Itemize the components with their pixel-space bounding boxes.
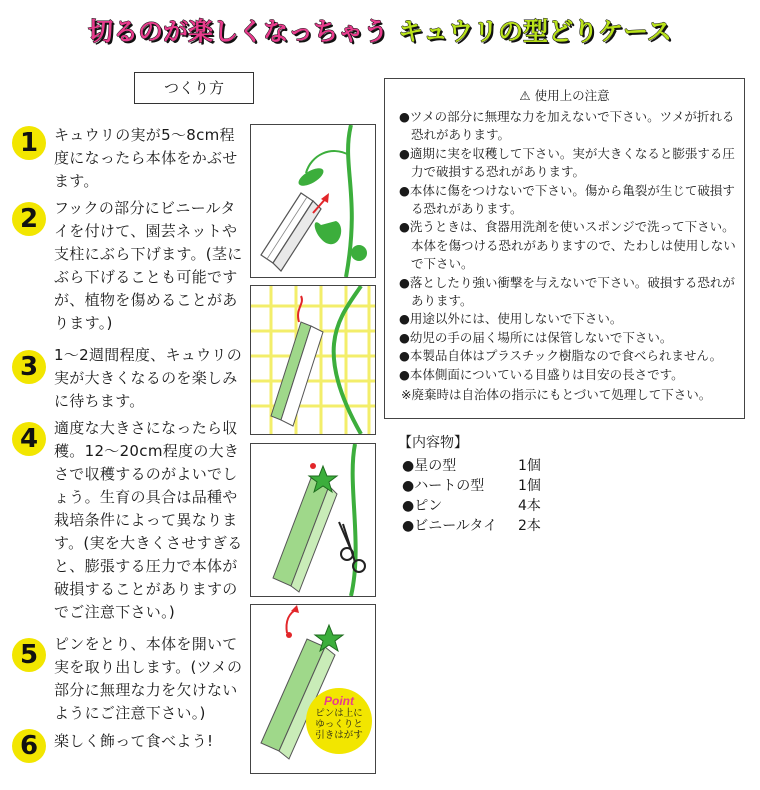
usage-notes-box bbox=[384, 78, 745, 419]
title-part1: 切るのが楽しくなっちゃう bbox=[88, 17, 389, 46]
howto-label: つくり方 bbox=[134, 72, 254, 104]
cucumber-vine-illustration bbox=[251, 125, 375, 277]
step-text-5: ピンをとり、本体を開いて実を取り出します。(ツメの部分に無理な力を欠けないようにご注意下さい。) bbox=[54, 635, 243, 722]
contents-item-qty: 1個 bbox=[518, 458, 541, 474]
note-item: ●本体側面についている目盛りは目安の長さです。 bbox=[399, 366, 684, 382]
note-item: ●幼児の手の届く場所には保管しないで下さい。 bbox=[399, 329, 673, 345]
title-part2: キュウリの型どりケース bbox=[398, 17, 672, 46]
step-number-5: 5 bbox=[12, 638, 46, 672]
contents-list bbox=[398, 432, 618, 536]
page-title bbox=[0, 12, 760, 48]
contents-item-qty: 4本 bbox=[518, 498, 541, 514]
list-item bbox=[398, 476, 618, 496]
step-number-3: 3 bbox=[12, 350, 46, 384]
contents-item-name: ●ビニールタイ bbox=[402, 518, 498, 534]
step-text-3: 1〜2週間程度、キュウリの実が大きくなるのを楽しみに待ちます。 bbox=[54, 346, 242, 410]
note-item: ●洗うときは、食器用洗剤を使いスポンジで洗って下さい。本体を傷つける恐れがありますので、たわしは使用しないで下さい。 bbox=[399, 219, 736, 272]
point-text: ピンは上にゆっくりと引きはがす bbox=[315, 708, 363, 741]
illustration-step-2 bbox=[250, 285, 376, 435]
contents-item-name: ●星の型 bbox=[402, 458, 457, 474]
note-item: ●ツメの部分に無理な力を加えないで下さい。ツメが折れる恐れがあります。 bbox=[399, 109, 735, 143]
point-label: Point bbox=[324, 694, 354, 708]
contents-item-name: ●ピン bbox=[402, 498, 443, 514]
step-text-2: フックの部分にビニールタイを付けて、園芸ネットや支柱にぶら下げます。(茎にぶら下げることも可能ですが、植物を傷めることがあります。) bbox=[54, 199, 243, 332]
point-badge bbox=[306, 688, 372, 754]
step-number-6: 6 bbox=[12, 729, 46, 763]
note-item: ●本体に傷をつけないで下さい。傷から亀裂が生じて破損する恐れがあります。 bbox=[399, 182, 735, 217]
contents-item-name: ●ハートの型 bbox=[402, 478, 485, 494]
note-item: ●適期に実を収穫して下さい。実が大きくなると膨張する圧力で破損する恐れがあります。 bbox=[399, 145, 735, 180]
note-item: ●用途以外には、使用しないで下さい。 bbox=[399, 311, 623, 327]
list-item bbox=[398, 516, 618, 536]
step-text-4: 適度な大きさになったら収穫。12〜20cm程度の大きさで収穫するのがよいでしょう。生育の具合は品種や栽培条件によって異なります。(実を大きくさせすぎると、膨張する圧力で本体が破損することがありますのでご注意下さい。) bbox=[54, 419, 243, 621]
illustration-step-1 bbox=[250, 124, 376, 278]
step-text-6: 楽しく飾って食べよう! bbox=[54, 732, 214, 750]
note-item: ●落としたり強い衝撃を与えないで下さい。破損する恐れがあります。 bbox=[399, 274, 735, 309]
illustration-step-4 bbox=[250, 443, 376, 597]
list-item bbox=[398, 496, 618, 516]
contents-item-qty: 1個 bbox=[518, 478, 541, 494]
list-item bbox=[398, 456, 618, 476]
step-number-1: 1 bbox=[12, 126, 46, 160]
step-text-1: キュウリの実が5〜8cm程度になったら本体をかぶせます。 bbox=[54, 126, 238, 190]
step-number-2: 2 bbox=[12, 202, 46, 236]
contents-title: 【内容物】 bbox=[398, 435, 468, 451]
garden-net-illustration bbox=[251, 286, 375, 434]
note-item: ●本製品自体はプラスチック樹脂なので食べられません。 bbox=[399, 348, 723, 364]
step-number-4: 4 bbox=[12, 422, 46, 456]
contents-item-qty: 2本 bbox=[518, 518, 541, 534]
harvest-illustration bbox=[251, 444, 375, 596]
notes-title: ⚠ 使用上の注意 bbox=[519, 88, 610, 103]
notes-footer: ※廃棄時は自治体の指示にもとづいて処理して下さい。 bbox=[401, 387, 712, 403]
